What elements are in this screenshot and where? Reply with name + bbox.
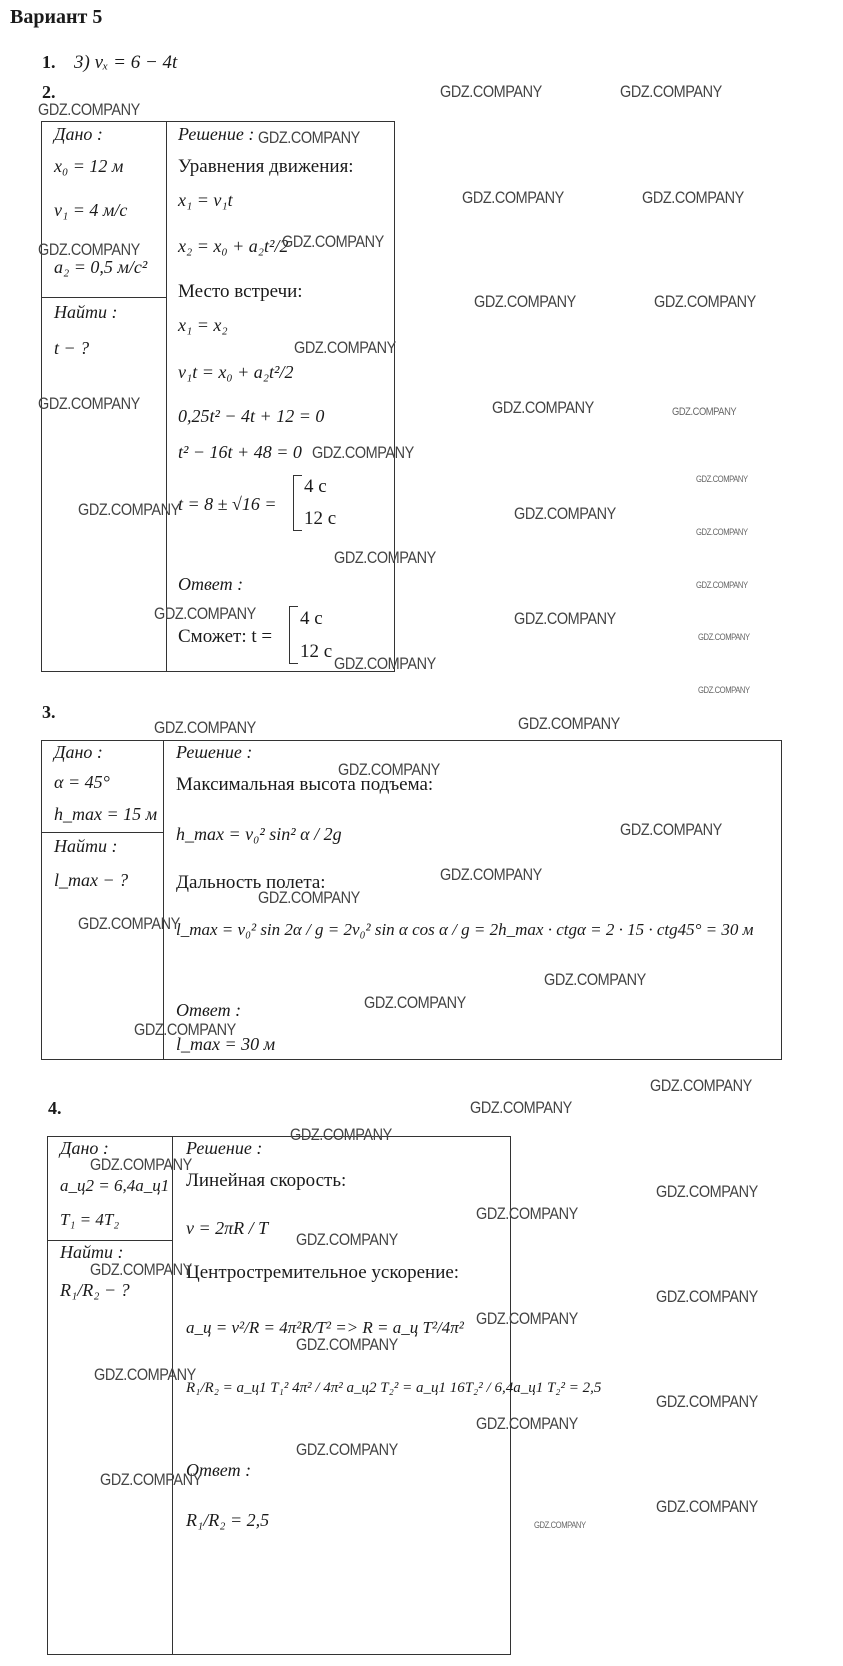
p4-linear-label: Линейная скорость: xyxy=(186,1170,347,1191)
p4-given-label: Дано : xyxy=(60,1138,109,1158)
watermark: GDZ.COMPANY xyxy=(282,232,384,251)
watermark: GDZ.COMPANY xyxy=(38,100,140,119)
watermark: GDZ.COMPANY xyxy=(78,500,180,519)
watermark: GDZ.COMPANY xyxy=(440,865,542,884)
problem-1-number: 1. xyxy=(42,52,56,72)
p3-given-hmax: h_max = 15 м xyxy=(54,804,158,824)
watermark: GDZ.COMPANY xyxy=(440,82,542,101)
watermark: GDZ.COMPANY xyxy=(476,1309,578,1328)
watermark: GDZ.COMPANY xyxy=(474,292,576,311)
problem-2-divider xyxy=(166,121,167,671)
watermark: GDZ.COMPANY xyxy=(364,993,466,1012)
p2-eq4: v₁t = x₀ + a₂t²/2 xyxy=(178,362,294,382)
watermark: GDZ.COMPANY xyxy=(90,1155,192,1174)
p4-eq2: a_ц = v²/R = 4π²R/T² => R = a_ц T²/4π² xyxy=(186,1318,464,1337)
p4-answer: R₁/R₂ = 2,5 xyxy=(186,1510,270,1530)
problem-4-divider xyxy=(172,1136,173,1654)
problem-3-divider xyxy=(163,740,164,1059)
p2-root1: 4 с xyxy=(304,476,327,497)
watermark: GDZ.COMPANY xyxy=(650,1076,752,1095)
p2-answer-label: Ответ : xyxy=(178,574,244,594)
p3-eq2: l_max = v₀² sin 2α / g = 2v₀² sin α cos α / g = 2h_max · ctgα = 2 · 15 · ctg45° = 30 м xyxy=(176,920,754,939)
p4-centripetal-label: Центростремительное ускорение: xyxy=(186,1262,460,1283)
p2-root2: 12 с xyxy=(304,508,337,529)
watermark: GDZ.COMPANY xyxy=(654,292,756,311)
p4-given-a: a_ц2 = 6,4a_ц1 xyxy=(60,1176,170,1195)
problem-2-given-divider xyxy=(41,297,166,298)
p4-eq1: v = 2πR / T xyxy=(186,1218,269,1238)
watermark: GDZ.COMPANY xyxy=(656,1392,758,1411)
p2-ans1: 4 с xyxy=(300,608,323,629)
watermark: GDZ.COMPANY xyxy=(94,1365,196,1384)
p2-answer-bracket xyxy=(289,606,298,664)
p4-answer-label: Ответ : xyxy=(186,1460,252,1480)
p2-eq1: x₁ = v₁t xyxy=(178,190,233,210)
p2-meet-label: Место встречи: xyxy=(178,281,303,302)
watermark: GDZ.COMPANY xyxy=(470,1098,572,1117)
watermark: GDZ.COMPANY xyxy=(258,128,360,147)
p3-given-label: Дано : xyxy=(54,742,103,762)
p2-answer-left: Сможет: t = xyxy=(178,626,273,647)
p2-find-label: Найти : xyxy=(54,302,118,322)
watermark: GDZ.COMPANY xyxy=(134,1020,236,1039)
problem-2-number: 2. xyxy=(42,82,56,102)
problem-1-answer: 3) vₓ = 6 − 4t xyxy=(74,52,178,73)
watermark: GDZ.COMPANY xyxy=(296,1230,398,1249)
p2-ans2: 12 с xyxy=(300,641,333,662)
watermark: GDZ.COMPANY xyxy=(100,1470,202,1489)
p4-eq3: R₁/R₂ = a_ц1 T₁² 4π² / 4π² a_ц2 T₂² = a_ц1 16T₂² / 6,4a_ц1 T₂² = 2,5 xyxy=(186,1380,602,1396)
p2-solution-label: Решение : xyxy=(178,124,255,144)
p2-eq2: x₂ = x₀ + a₂t²/2 xyxy=(178,236,289,256)
p3-given-alpha: α = 45° xyxy=(54,772,110,792)
problem-3-given-divider xyxy=(41,832,163,833)
watermark: GDZ.COMPANY xyxy=(338,760,440,779)
watermark: GDZ.COMPANY xyxy=(38,240,140,259)
watermark: GDZ.COMPANY xyxy=(334,654,436,673)
watermark: GDZ.COMPANY xyxy=(476,1204,578,1223)
watermark: GDZ.COMPANY xyxy=(696,474,748,484)
watermark: GDZ.COMPANY xyxy=(696,580,748,590)
watermark: GDZ.COMPANY xyxy=(154,604,256,623)
p3-range-label: Дальность полета: xyxy=(176,872,326,893)
page-title: Вариант 5 xyxy=(10,6,103,28)
watermark: GDZ.COMPANY xyxy=(656,1287,758,1306)
p3-solution-label: Решение : xyxy=(176,742,253,762)
watermark: GDZ.COMPANY xyxy=(696,527,748,537)
problem-3-number: 3. xyxy=(42,702,56,722)
p4-find-label: Найти : xyxy=(60,1242,124,1262)
p3-find: l_max − ? xyxy=(54,870,129,890)
p2-eq5: 0,25t² − 4t + 12 = 0 xyxy=(178,406,325,426)
p2-given-v1: v₁ = 4 м/с xyxy=(54,200,128,220)
p2-eq7: t = 8 ± √16 = xyxy=(178,494,277,514)
p2-bracket xyxy=(293,475,302,531)
watermark: GDZ.COMPANY xyxy=(78,914,180,933)
p3-eq1: h_max = v₀² sin² α / 2g xyxy=(176,824,342,844)
p2-given-x0: x₀ = 12 м xyxy=(54,156,124,176)
p2-motion-label: Уравнения движения: xyxy=(178,156,354,177)
watermark: GDZ.COMPANY xyxy=(514,609,616,628)
p2-given-label: Дано : xyxy=(54,124,103,144)
watermark: GDZ.COMPANY xyxy=(656,1497,758,1516)
p3-answer-label: Ответ : xyxy=(176,1000,242,1020)
watermark: GDZ.COMPANY xyxy=(492,398,594,417)
problem-4-given-divider xyxy=(47,1240,172,1241)
watermark: GDZ.COMPANY xyxy=(534,1520,586,1530)
watermark: GDZ.COMPANY xyxy=(258,888,360,907)
watermark: GDZ.COMPANY xyxy=(698,632,750,642)
p2-find: t − ? xyxy=(54,338,90,358)
p3-find-label: Найти : xyxy=(54,836,118,856)
p2-eq3: x₁ = x₂ xyxy=(178,315,228,335)
watermark: GDZ.COMPANY xyxy=(290,1125,392,1144)
watermark: GDZ.COMPANY xyxy=(514,504,616,523)
p2-eq6: t² − 16t + 48 = 0 xyxy=(178,442,302,462)
watermark: GDZ.COMPANY xyxy=(90,1260,192,1279)
p3-answer: l_max = 30 м xyxy=(176,1034,276,1054)
p4-find: R₁/R₂ − ? xyxy=(60,1280,130,1300)
watermark: GDZ.COMPANY xyxy=(462,188,564,207)
watermark: GDZ.COMPANY xyxy=(294,338,396,357)
watermark: GDZ.COMPANY xyxy=(312,443,414,462)
watermark: GDZ.COMPANY xyxy=(518,714,620,733)
p2-given-a2: a₂ = 0,5 м/с² xyxy=(54,257,148,277)
problem-4-number: 4. xyxy=(48,1098,62,1118)
watermark: GDZ.COMPANY xyxy=(620,82,722,101)
watermark: GDZ.COMPANY xyxy=(620,820,722,839)
watermark: GDZ.COMPANY xyxy=(154,718,256,737)
watermark: GDZ.COMPANY xyxy=(672,406,737,418)
p4-given-t: T₁ = 4T₂ xyxy=(60,1210,120,1229)
watermark: GDZ.COMPANY xyxy=(38,394,140,413)
p4-solution-label: Решение : xyxy=(186,1138,263,1158)
watermark: GDZ.COMPANY xyxy=(476,1414,578,1433)
watermark: GDZ.COMPANY xyxy=(642,188,744,207)
watermark: GDZ.COMPANY xyxy=(698,685,750,695)
watermark: GDZ.COMPANY xyxy=(334,548,436,567)
watermark: GDZ.COMPANY xyxy=(544,970,646,989)
watermark: GDZ.COMPANY xyxy=(296,1335,398,1354)
watermark: GDZ.COMPANY xyxy=(296,1440,398,1459)
watermark: GDZ.COMPANY xyxy=(656,1182,758,1201)
p3-max-height-label: Максимальная высота подъема: xyxy=(176,774,434,795)
